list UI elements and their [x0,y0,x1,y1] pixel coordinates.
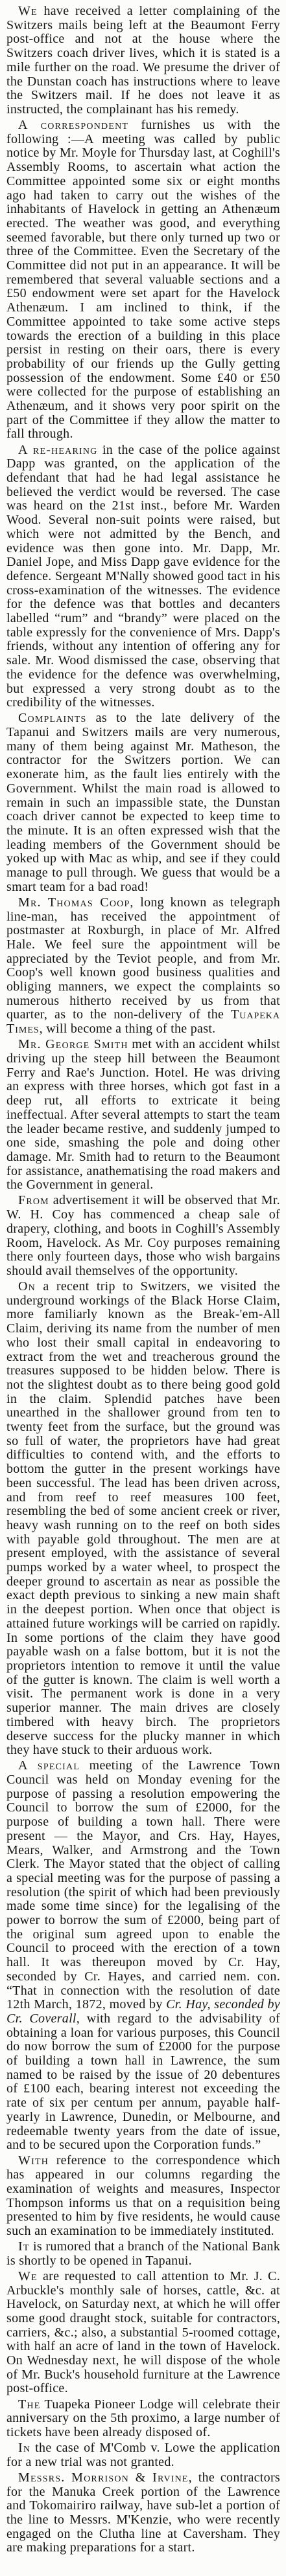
item-national-bank-rumor [6,2240,280,2268]
article-text: is rumored that a branch of the National Bank is shortly to be opened in Tapanui. [6,2239,280,2268]
item-weights-measures [6,2154,280,2238]
item-switzers-mails-complaint [6,5,280,117]
lead-words: On [18,1279,36,1294]
lead-words: From [18,1193,49,1208]
article-text-end: , will become a thing of the past. [39,1022,216,1036]
article-text-end: with regard to the advisability of obtaining a loan for various purposes, this Council do now borrow the sum of £2000 for the purpose of building a town hall in Lawrence, the sum named to be raised by the issue of 20 debentures of £100 each, bearing interest not exceeding the rate of six per centum per annum, payable half-yearly in Lawrence, Dunedin, or Melbourne, and redeemable twenty years from the date of issue, and to be secured upon the Corporation funds.” [6,2011,280,2153]
article-text: furnishes us with the following :—A meeting was called by public notice by Mr. Moyle for Thursday last, at Coghill's Assembly Rooms, to ascertain what action the Committee appointed some six or eight months ago had taken to carry out the wishes of the inhabitants of Havelock in getting an Athenæum erected. The weather was good, and everything seemed favorable, but there only turned up two or three of the Committee. Even the Secretary of the Committee did not put in an appearance. It will be remembered that several valuable sections and a £50 endowment were set apart for the Havelock Athenæum. I am inclined to think, if the Committee appointed to take some active steps towards the erection of a building in this place persist in resting on their oars, there is every probability of our friends up the Gully getting possession of the endowment. Some £40 or £50 were collected for the purpose of establishing an Athenæum, and it shows very poor spirit on the part of the Committee if they allow the matter to fall through. [6,118,280,442]
article-text: met with an accident whilst driving up the steep hill between the Beaumont Ferry and Rae's Junction. Hotel. He was driving an express with three horses, which got fast in a deep rut, all efforts to extricate it being ineffectual. After several attempts to start the team the leader became restive, and suddenly jumped to one side, smashing the pole and doing other damage. Mr. Smith had to return to the Beaumont for assistance, anathematising the road makers and the Government in general. [6,1037,280,1193]
lead-words: Mr. George Smith [18,1037,128,1052]
mover-seconder: Cr. Hay, seconded by Cr. Coverall, [6,1997,280,2026]
newspaper-name: Tuapeka Times [6,1007,280,1036]
article-text: have received a letter complaining of the Switzers mails being left at the Beaumont Ferry post-office and not at the house where the Switzers coach driver lives, which it is stated is a mile further on the road. We presume the driver of the Dunstan coach has instructions where to leave the Switzers mail. If he does not leave it as instructed, the complainant has his remedy. [6,4,280,117]
article-text: the contractors for the Manuka Creek portion of the Lawrence and Tokomairiro railway, have sub-let a portion of the line to Messrs. M'Kenzie, who were recently engaged on the Clutha line at Caversham. They are making preparations for a start. [6,2470,280,2555]
item-arbuckle-sale [6,2270,280,2396]
item-coy-drapery-sale [6,1194,280,1278]
article-text: advertisement it will be observed that Mr. W. H. Coy has commenced a cheap sale of drapery, clothing, and boots in Coghill's Assembly Room, Havelock. As Mr. Coy purposes remaining there only fourteen days, those who wish bargains should avail themselves of the opportunity. [6,1193,280,1278]
item-george-smith-accident [6,1038,280,1193]
article-text: in the case of the police against Dapp was granted, on the application of the defendant that had he had legal assistance he believed the verdict would be reversed. The case was heard on the 21st inst., before Mr. Warden Wood. Several non-suit points were raised, but which were not admitted by the Bench, and evidence was then gone into. Mr. Dapp, Mr. Daniel Jope, and Miss Dapp gave evidence for the defence. Sergeant M'Nally showed good tact in his cross-examination of the witnesses. The evidence for the defence was that bottles and decanters labelled “rum” and “brandy” were placed on the table expressly for the convenience of Mrs. Dapp's friends, without any intention of offering any for sale. Mr. Wood dismissed the case, observing that the evidence for the defence was overwhelming, but expressed a very strong doubt as to the credibility of the witnesses. [6,442,280,710]
item-dapp-rehearing [6,443,280,710]
lead-words: A re-hearing [18,442,98,457]
item-pioneer-lodge [6,2398,280,2440]
article-text: reference to the correspondence which has appeared in our columns regarding the examination of weights and measures, Inspector Thompson informs us that on a requisition being presented to him by five residents, he would cause such an examination to be immediately instituted. [6,2153,280,2238]
item-roxburgh-postmaster [6,896,280,1036]
lead-words: We [18,4,38,18]
article-text: the case of M'Comb v. Lowe the application for a new trial was not granted. [6,2441,280,2469]
article-text: meeting of the Lawrence Town Council was held on Monday evening for the purpose of passing a resolution empowering the Council to borrow the sum of £2000, for the purpose of building a town hall. There were present — the Mayor, and Crs. Hay, Hayes, Mears, Walker, and Armstrong and the Town Clerk. The Mayor stated that the object of calling a special meeting was for the purpose of passing a resolution (the spirit of which had been previously made some time since) for the legalising of the power to borrow the sum of £2000, being part of the original sum agreed upon to enable the Council to proceed with the erection of a town hall. It was thereupon moved by Cr. Hay, seconded by Cr. Hayes, and carried nem. con. “That in connection with the resolution of date 12th March, 1872, moved by [6,1758,280,2012]
lead-words: A correspondent [18,118,129,133]
lead-words: In [18,2441,31,2456]
article-text: Tuapeka Pioneer Lodge will celebrate their anniversary on the 5th proximo, a large number of tickets have been already disposed of. [6,2397,280,2439]
article-text: are requested to call attention to Mr. J. C. Arbuckle's monthly sale of horses, cattle, &c. at Havelock, on Saturday next, at which he will offer some good draught stock, suitable for contractors, carriers, &c.; also, a substantial 5-roomed cottage, with half an acre of land in the town of Havelock. On Wednesday next, he will dispose of the whole of Mr. Buck's household furniture at the Lawrence post-office. [6,2268,280,2396]
item-lawrence-town-council [6,1759,280,2153]
lead-words: Messrs. Morrison & Irvine, [18,2470,193,2485]
lead-words: Complaints [18,711,87,726]
lead-words: With [18,2153,49,2168]
lead-words: Mr. Thomas Coop, [18,895,134,910]
article-text: a recent trip to Switzers, we visited the underground workings of the Black Horse Claim, more familiarly known as the Break-'em-All Claim, deriving its name from the number of men who lost their small capital in endeavoring to extract from the wet and treacherous ground the treasures supposed to be hidden below. There is not the slightest doubt as to there being good gold in the claim. Splendid patches have been unearthed in the shallower ground from ten to twenty feet from the surface, but the ground was so full of water, the proprietors have had great difficulties to contend with, and the efforts to bottom the gutter in the present workings have been successful. The lead has been driven across, and from reef to reef measures 100 feet, resembling the bed of some ancient creek or river, heavy wash running on to the reef on both sides with payable gold throughout. The men are at present employed, with the assistance of several pumps worked by a water wheel, to prospect the deeper ground to ascertain as near as possible the exact depth previous to sinking a new main shaft in the deepest portion. When once that object is attained future workings will be carried on rapidly. In some portions of the claim they have good payable wash on a false bottom, but it is not the proprietors intention to remove it until the value of the gutter is known. The claim is well worth a visit. The permanent work is done in a very superior manner. The main drives are closely timbered with heavy birch. The proprietors deserve success for the plucky manner in which they have stuck to their arduous work. [6,1279,280,1758]
lead-words: We [18,2268,38,2283]
lead-words: The [18,2397,41,2412]
article-text: long known as telegraph line-man, has received the appointment of postmaster at Roxburgh, in place of Mr. Alfred Hale. We feel sure the appointment will be appreciated by the Teviot people, and from Mr. Coop's well known good business qualities and obliging manners, we expect the complaints so numerous hitherto received by us from that quarter, as to the non-delivery of the [6,895,280,1022]
item-havelock-athenaeum [6,118,280,442]
lead-words: A special [18,1758,80,1773]
item-late-mail-delivery [6,711,280,894]
item-railway-contractors [6,2471,280,2555]
item-mcomb-v-lowe [6,2441,280,2469]
item-black-horse-claim [6,1280,280,1758]
lead-words: It [18,2239,30,2254]
article-text: as to the late delivery of the Tapanui and Switzers mails are very numerous, many of them being against Mr. Matheson, the contractor for the Switzers portion. We can exonerate him, as the fault lies entirely with the Government. Whilst the main road is allowed to remain in such an impassible state, the Dunstan coach driver cannot be expected to keep time to the minute. It is an often expressed wish that the leading members of the Government should be yoked up with Mac as whip, and see if they could manage to pull through. We guess that would be a smart team for a bad road! [6,711,280,894]
